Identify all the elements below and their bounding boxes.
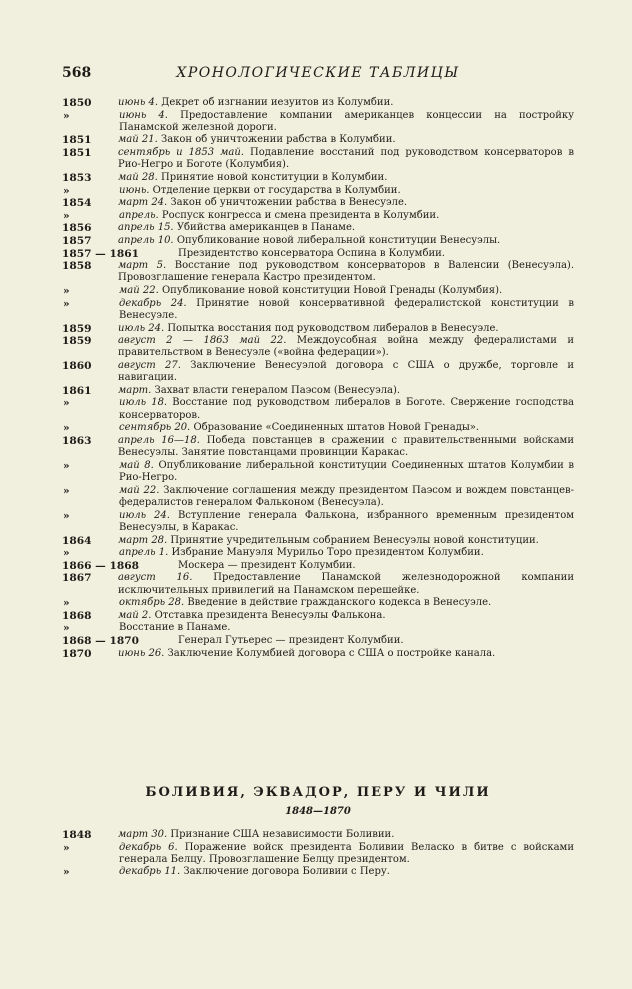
entry-date: апрель 10.: [118, 234, 174, 246]
chronology-entry: [62, 248, 574, 260]
entry-year: »: [63, 597, 70, 610]
chronology-entry: [62, 422, 574, 434]
entry-text: Заключение договора Боливии с Перу.: [183, 866, 390, 878]
entry-body: [119, 397, 574, 422]
entry-body: [119, 285, 574, 297]
entry-text: Междоусобная война между федералистами и правительством в Венесуэле («война федерации»).: [118, 335, 574, 359]
entry-body: [119, 842, 574, 867]
entry-date: май 2.: [118, 609, 152, 621]
chronology-entry: [62, 260, 574, 285]
entry-year: »: [63, 509, 70, 522]
entry-text: Декрет об изгнании иезуитов из Колумбии.: [161, 97, 394, 108]
chronology-entry: [62, 185, 574, 197]
chronology-entry: [62, 298, 574, 323]
section-entries: [62, 829, 574, 879]
entry-date: апрель 1.: [119, 547, 169, 559]
entry-body: [119, 485, 574, 510]
entry-body: [178, 635, 574, 647]
entry-date: март.: [118, 384, 152, 396]
entry-body: [119, 510, 574, 535]
entry-year: 1858: [62, 260, 92, 273]
entry-body: [118, 610, 574, 622]
entry-year: »: [63, 547, 70, 560]
entry-body: [118, 172, 574, 184]
entry-date: июнь 4.: [119, 109, 168, 121]
entry-date: сентябрь 20.: [119, 422, 191, 434]
chronology-entry: [62, 172, 574, 184]
entry-text: Отделение церкви от государства в Колумбии.: [152, 184, 401, 196]
entry-text: Образование «Соединенных штатов Новой Гренады».: [193, 422, 480, 434]
entry-year: »: [63, 109, 70, 122]
entry-year: 1857 — 1861: [62, 247, 139, 260]
entry-date: май 22.: [119, 285, 159, 297]
chronology-entry: [62, 210, 574, 222]
entry-year: »: [63, 866, 70, 879]
chronology-entry: [62, 560, 574, 572]
entry-body: [119, 460, 574, 485]
entry-body: [118, 134, 574, 146]
entry-text: Поражение войск президента Боливии Веласко в битве с войсками генерала Белцу. Провозглашение Белцу президентом.: [119, 841, 574, 865]
entry-body: [118, 323, 574, 335]
entry-date: май 22.: [119, 484, 160, 496]
entry-date: июнь 26.: [118, 647, 165, 659]
chronology-entry: [62, 485, 574, 510]
chronology-entry: [62, 866, 574, 878]
entry-year: »: [63, 397, 70, 410]
section-title: БОЛИВИЯ, ЭКВАДОР, ПЕРУ И ЧИЛИ: [145, 785, 491, 800]
entry-date: апрель.: [119, 209, 159, 221]
entry-date: июль 24.: [118, 322, 165, 334]
entry-text: Восстание под руководством консерваторов в Валенсии (Венесуэла). Провозглашение генерала Кастро президентом.: [118, 260, 575, 284]
entry-year: 1867: [62, 572, 92, 585]
chronology-entry: [62, 547, 574, 559]
entry-date: май 21.: [118, 134, 158, 146]
chronology-entry: [62, 285, 574, 297]
entry-year: 1860: [62, 359, 92, 372]
entry-year: »: [63, 841, 70, 854]
entry-date: апрель 16—18.: [118, 434, 200, 446]
entry-body: [119, 210, 574, 222]
chronology-entry: [62, 397, 574, 422]
entry-text: Заключение Венесуэлой договора с США о дружбе, торговле и навигации.: [118, 359, 574, 384]
entry-date: декабрь 6.: [119, 841, 178, 853]
entry-year: 1856: [62, 222, 92, 235]
entry-text: Принятие новой конституции в Колумбии.: [160, 171, 388, 183]
section-years: 1848—1870: [285, 806, 351, 817]
entry-year: 1850: [62, 97, 92, 109]
entry-text: Вступление генерала Фалькона, избранного временным президентом Венесуэлы, в Каракас.: [119, 509, 575, 533]
entry-text: Избрание Мануэля Мурильо Торо президентом Колумбии.: [171, 547, 484, 559]
entry-date: май 8.: [119, 459, 154, 471]
entry-text: Победа повстанцев в сражении с правительственными войсками Венесуэлы. Занятие повстанцами провинции Каракас.: [118, 434, 574, 459]
entry-text: Роспуск конгресса и смена президента в Колумбии.: [161, 209, 440, 221]
entry-body: [119, 185, 574, 197]
entry-date: март 24.: [118, 197, 168, 209]
entry-text: Опубликование новой либеральной конституции Венесуэлы.: [176, 234, 501, 246]
chronology-entry: [62, 635, 574, 647]
entry-date: август 16.: [118, 572, 193, 584]
entry-date: май 28.: [118, 171, 158, 183]
entry-body: [119, 110, 574, 135]
chronology-entry: [62, 510, 574, 535]
entry-text: Принятие новой консервативной федералистской конституции в Венесуэле.: [119, 297, 574, 321]
entry-date: апрель 15.: [118, 222, 174, 234]
running-title: ХРОНОЛОГИЧЕСКИЕ ТАБЛИЦЫ: [176, 65, 460, 81]
entry-body: [118, 385, 574, 397]
entry-body: [119, 866, 574, 878]
entry-date: август 27.: [118, 359, 181, 371]
chronology-entry: [62, 360, 574, 385]
entry-text: Принятие учредительным собранием Венесуэлы новой конституции.: [170, 534, 539, 546]
entry-year: 1866 — 1868: [62, 559, 139, 572]
entry-year: »: [63, 297, 70, 310]
chronology-entry: [62, 385, 574, 397]
entry-body: [118, 222, 574, 234]
entry-body: [118, 335, 574, 360]
entry-body: [118, 435, 574, 460]
entry-body: [118, 360, 574, 385]
chronology-entries: [62, 97, 574, 660]
chronology-entry: [62, 610, 574, 622]
entry-year: »: [63, 209, 70, 222]
entry-text: Отставка президента Венесуэлы Фалькона.: [154, 609, 386, 621]
chronology-entry: [62, 323, 574, 335]
entry-year: 1857: [62, 234, 92, 247]
entry-text: Предоставление компании американцев концессии на постройку Панамской железной дороги.: [119, 109, 574, 133]
entry-text: Введение в действие гражданского кодекса в Венесуэле.: [187, 597, 492, 609]
entry-date: март 5.: [118, 260, 167, 272]
entry-year: 1870: [62, 647, 92, 660]
entry-text: Закон об уничтожении рабства в Колумбии.: [160, 134, 396, 146]
entry-text: Москера — президент Колумбии.: [178, 559, 356, 571]
entry-text: Генерал Гутьерес — президент Колумбии.: [178, 634, 404, 646]
section-bolivia-ecuador-peru-chile: [62, 785, 574, 879]
chronology-entry: [62, 648, 574, 660]
chronology-entry: [62, 829, 574, 841]
chronology-entry: [62, 535, 574, 547]
entry-text: Закон об уничтожении рабства в Венесуэле.: [170, 197, 408, 209]
chronology-entry: [62, 597, 574, 609]
entry-body: [118, 235, 574, 247]
entry-date: июнь 4.: [118, 97, 158, 108]
entry-year: »: [63, 422, 70, 435]
page-number: 568: [62, 65, 92, 81]
entry-year: »: [63, 622, 70, 635]
entry-year: 1859: [62, 322, 92, 335]
entry-year: 1854: [62, 197, 92, 210]
entry-body: [119, 422, 574, 434]
entry-year: 1868: [62, 609, 92, 622]
chronology-entry: [62, 97, 574, 109]
chronology-entry: [62, 435, 574, 460]
chronology-entry: [62, 197, 574, 209]
entry-body: [119, 597, 574, 609]
chronology-entry: [62, 235, 574, 247]
entry-body: [178, 560, 574, 572]
entry-year: 1868 — 1870: [62, 634, 139, 647]
chronology-entry: [62, 460, 574, 485]
entry-date: октябрь 28.: [119, 597, 185, 609]
entry-year: »: [63, 484, 70, 497]
entry-body: [118, 260, 574, 285]
chronology-entry: [62, 622, 574, 634]
entry-year: 1851: [62, 147, 92, 160]
entry-year: 1861: [62, 384, 92, 397]
entry-body: [118, 197, 574, 209]
entry-body: [118, 147, 574, 172]
entry-body: [118, 97, 574, 109]
chronology-entry: [62, 134, 574, 146]
entry-text: Подавление восстаний под руководством консерваторов в Рио-Негро и Боготе (Колумбия).: [118, 147, 574, 171]
entry-text: Убийства американцев в Панаме.: [176, 222, 356, 234]
entry-text: Заключение Колумбией договора с США о постройке канала.: [167, 647, 496, 659]
chronology-entry: [62, 572, 574, 597]
entry-body: [118, 572, 574, 597]
entry-year: 1863: [62, 434, 92, 447]
entry-text: Предоставление Панамской железнодорожной компании исключительных привилегий на Панамском перешейке.: [118, 572, 575, 596]
entry-text: Захват власти генералом Паэсом (Венесуэла).: [154, 384, 401, 396]
entry-date: август 2 — 1863 май 22.: [118, 335, 287, 347]
entry-body: [119, 622, 574, 634]
entry-text: Признание США независимости Боливии.: [170, 829, 395, 840]
entry-date: март 30.: [118, 829, 168, 840]
entry-date: сентябрь и 1853 май.: [118, 147, 245, 159]
entry-year: 1848: [62, 829, 92, 841]
entry-text: Опубликование новой конституции Новой Гренады (Колумбия).: [161, 285, 503, 297]
entry-year: 1853: [62, 171, 92, 184]
entry-date: декабрь 24.: [119, 297, 187, 309]
entry-text: Восстание под руководством либералов в Боготе. Свержение господства консерваторов.: [119, 397, 574, 421]
entry-date: июнь.: [119, 184, 150, 196]
entry-date: март 28.: [118, 534, 168, 546]
entry-body: [119, 298, 574, 323]
entry-text: Восстание в Панаме.: [119, 622, 231, 634]
entry-year: 1851: [62, 134, 92, 147]
entry-year: 1859: [62, 335, 92, 348]
entry-year: »: [63, 285, 70, 298]
entry-date: декабрь 11.: [119, 866, 181, 878]
entry-body: [118, 829, 574, 841]
entry-date: июль 18.: [119, 397, 168, 409]
entry-year: 1864: [62, 534, 92, 547]
entry-date: июль 24.: [119, 509, 170, 521]
entry-year: »: [63, 184, 70, 197]
entry-body: [118, 535, 574, 547]
chronology-entry: [62, 147, 574, 172]
entry-body: [178, 248, 574, 260]
entry-year: »: [63, 459, 70, 472]
chronology-entry: [62, 842, 574, 867]
entry-text: Заключение соглашения между президентом Паэсом и вождем повстанцев-федералистов генералом Фальконом (Венесуэла).: [119, 484, 575, 509]
chronology-entry: [62, 335, 574, 360]
chronology-entry: [62, 110, 574, 135]
page-header: [62, 65, 574, 85]
entry-text: Президентство консерватора Оспина в Колумбии.: [178, 247, 445, 259]
entry-body: [119, 547, 574, 559]
entry-text: Опубликование либеральной конституции Соединенных штатов Колумбии в Рио-Негро.: [119, 459, 574, 484]
entry-text: Попытка восстания под руководством либералов в Венесуэле.: [167, 322, 499, 334]
entry-body: [118, 648, 574, 660]
chronology-entry: [62, 222, 574, 234]
